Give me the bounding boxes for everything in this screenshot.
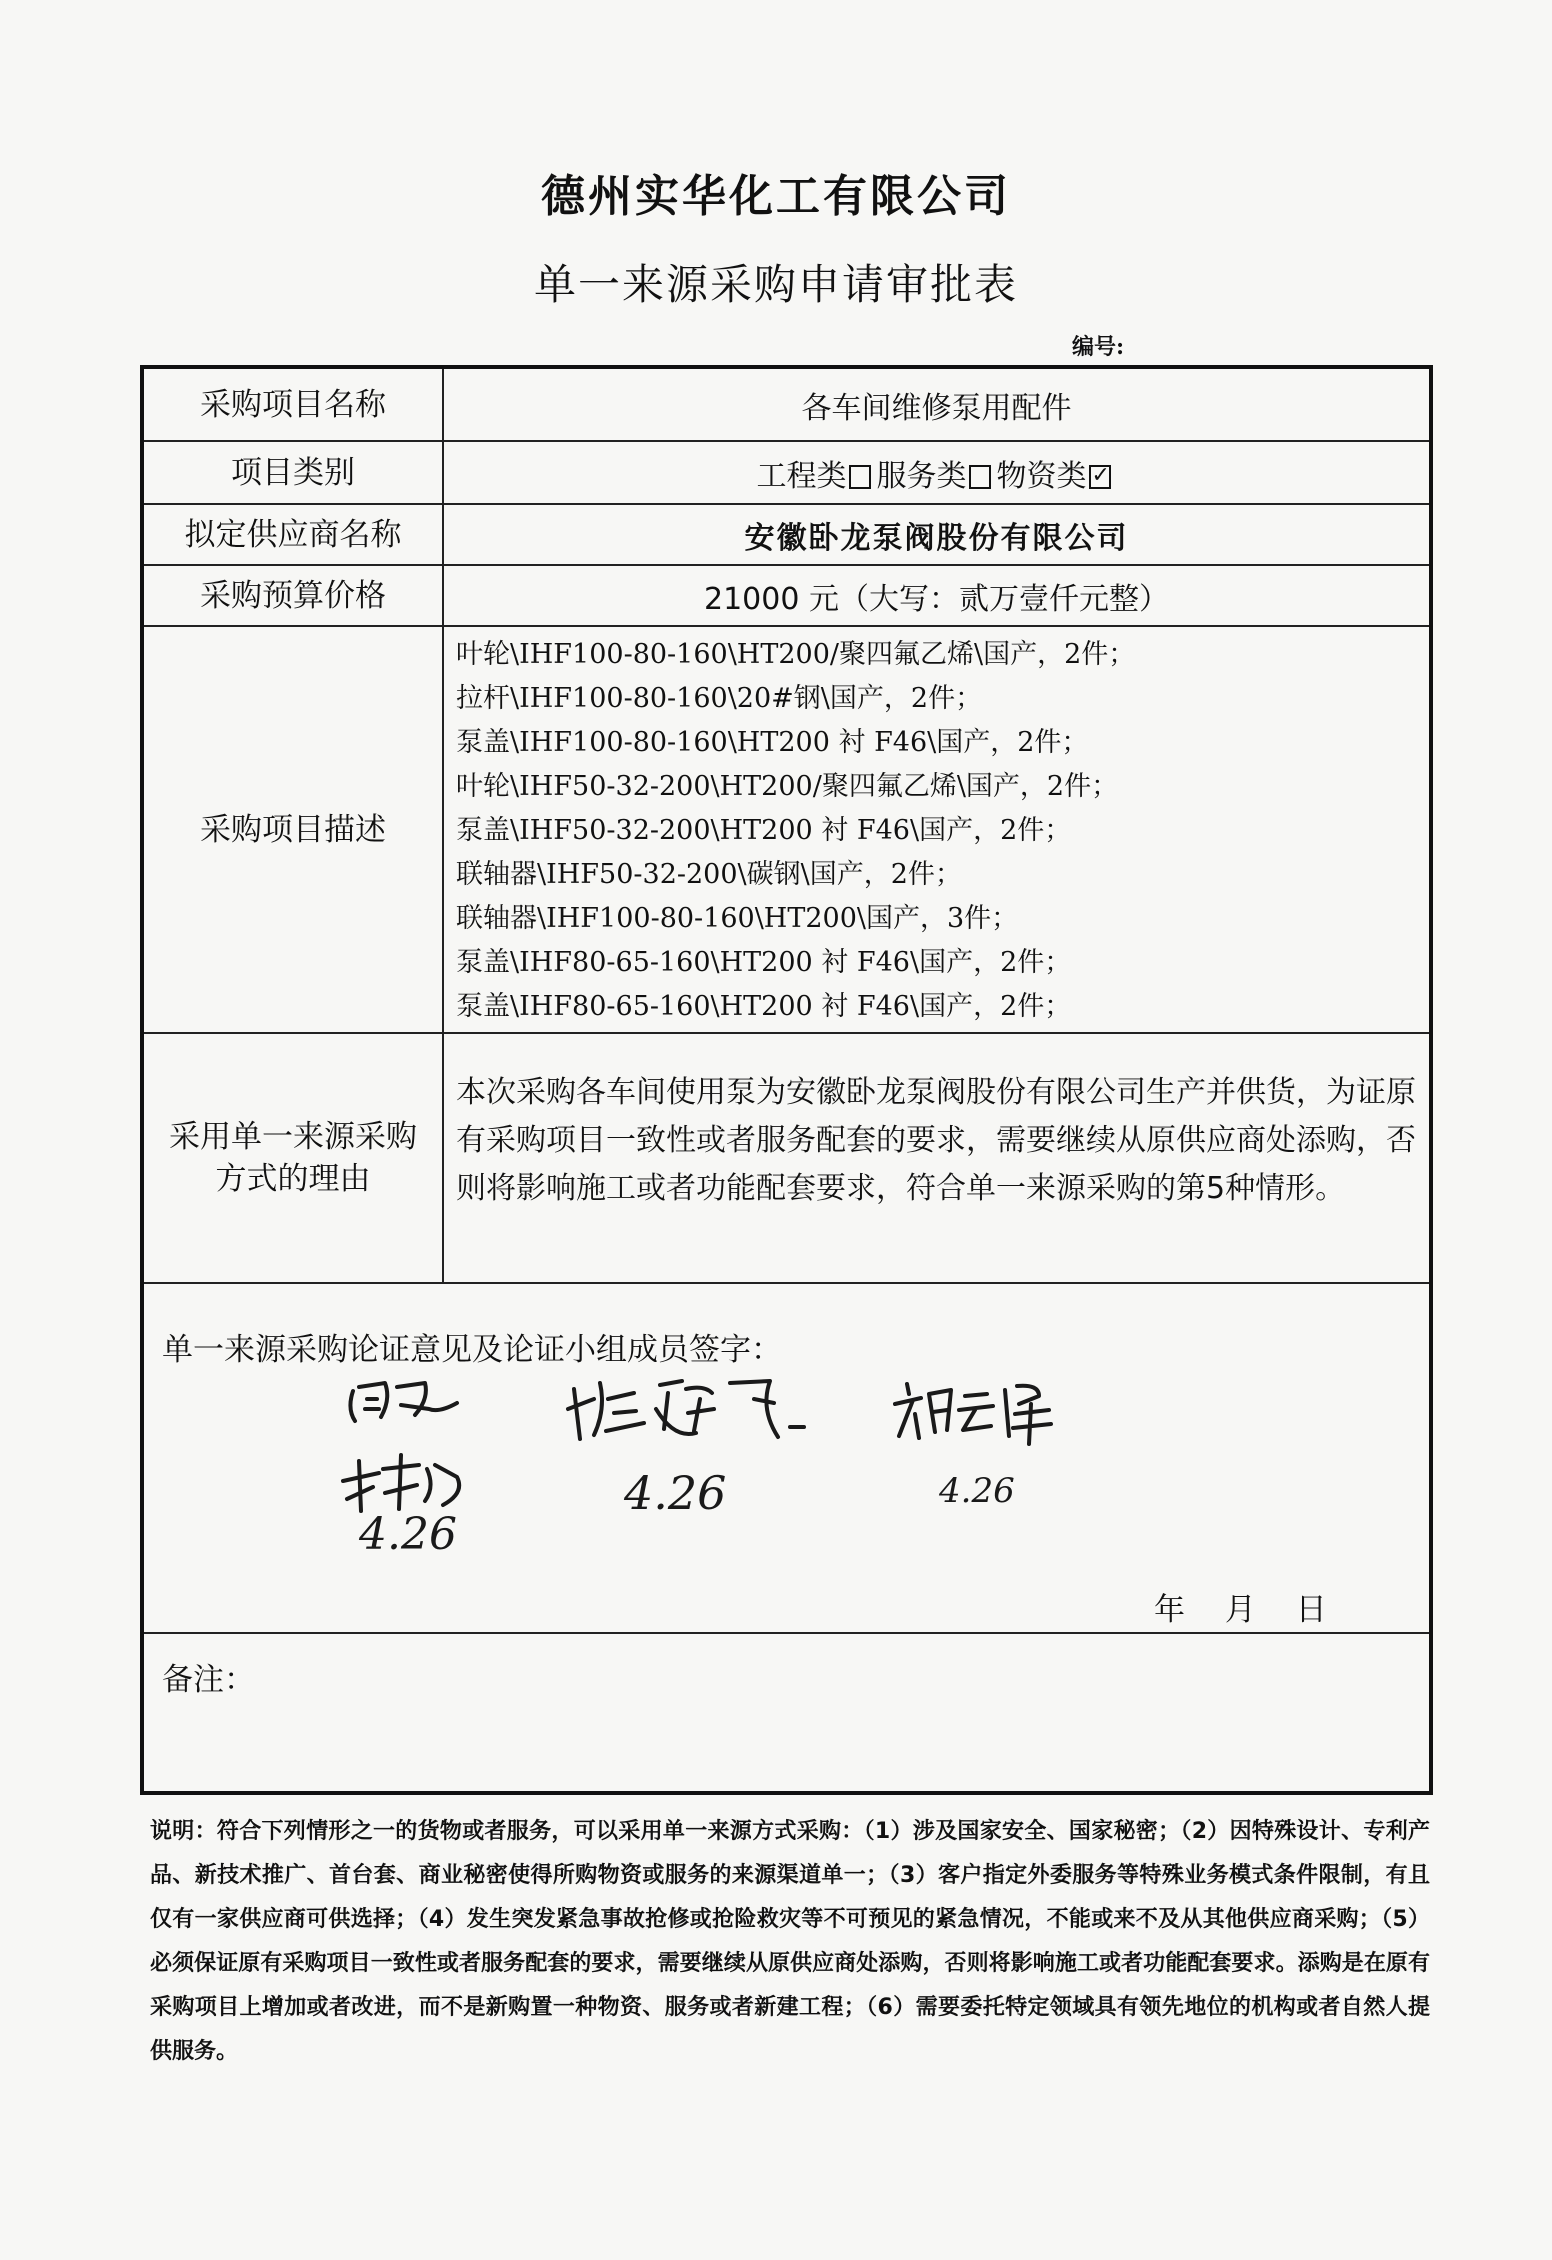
serial-number-label: 编号: [1072, 334, 1125, 360]
row-supplier [144, 505, 1429, 566]
project-name-value: 各车间维修泵用配件 [801, 390, 1072, 426]
row-opinion [144, 1284, 1429, 1634]
reason-text: 本次采购各车间使用泵为安徽卧龙泵阀股份有限公司生产并供货，为证原有采购项目一致性或者服务配套的要求，需要继续从原供应商处添购，否则将影响施工或者功能配套要求，符合单一来源采购的第5种情形。 [456, 1075, 1416, 1206]
list-item: 泵盖\IHF80-65-160\HT200 衬 F46\国产，2件； [456, 991, 1072, 1022]
footnote: 说明：符合下列情形之一的货物或者服务，可以采用单一来源方式采购：（1）涉及国家安全、国家秘密；（2）因特殊设计、专利产品、新技术推广、首台套、商业秘密使得所购物资或服务的来源渠道单一；（3）客户指定外委服务等特殊业务模式条件限制，有且仅有一家供应商可供选择；（4）发生突发紧急事故抢修或抢险救灾等不可预见的紧急情况，不能或来不及从其他供应商采购；（5）必须保证原有采购项目一致性或者服务配套的要求，需要继续从原供应商处添购，否则将影响施工或者功能配套要求。添购是在原有采购项目上增加或者改进，而不是新购置一种物资、服务或者新建工程；（6）需要委托特定领域具有领先地位的机构或者自然人提供服务。 [150, 1819, 1430, 2064]
row-description [144, 627, 1429, 1034]
description-list [456, 633, 1135, 1029]
supplier-value: 安徽卧龙泵阀股份有限公司 [744, 520, 1129, 556]
signature-1 [339, 1369, 489, 1559]
service-checkbox[interactable] [969, 465, 991, 489]
signature-date-1: 4.26 [359, 1509, 457, 1559]
list-item: 叶轮\IHF50-32-200\HT200/聚四氟乙烯\国产，2件； [456, 771, 1119, 802]
supplier-label: 拟定供应商名称 [144, 505, 444, 564]
row-budget [144, 566, 1429, 627]
opinion-label: 单一来源采购论证意见及论证小组成员签字： [162, 1332, 782, 1368]
row-category [144, 442, 1429, 505]
remarks-label: 备注： [162, 1662, 255, 1698]
engineering-checkbox[interactable] [849, 465, 871, 489]
materials-checkbox[interactable] [1089, 465, 1111, 489]
list-item: 泵盖\IHF50-32-200\HT200 衬 F46\国产，2件； [456, 815, 1072, 846]
signature-3 [889, 1374, 1089, 1514]
list-item: 联轴器\IHF50-32-200\碳钢\国产，2件； [456, 859, 962, 890]
category-option-materials: 物资类✓ [997, 451, 1117, 495]
list-item: 拉杆\IHF100-80-160\20#钢\国产，2件； [456, 683, 983, 714]
category-label: 项目类别 [144, 442, 444, 503]
category-options [444, 442, 1429, 503]
category-option-service: 服务类 [877, 451, 997, 495]
category-option-engineering: 工程类 [757, 451, 877, 495]
row-project-name [144, 369, 1429, 442]
signature-2 [564, 1369, 844, 1519]
signature-date-3: 4.26 [939, 1471, 1015, 1511]
project-name-label: 采购项目名称 [144, 369, 444, 440]
form-title: 单一来源采购申请审批表 [533, 260, 1018, 309]
row-reason [144, 1034, 1429, 1284]
reason-label: 采用单一来源采购方式的理由 [144, 1034, 444, 1282]
signature-date-2: 4.26 [624, 1466, 727, 1519]
list-item: 叶轮\IHF100-80-160\HT200/聚四氟乙烯\国产，2件； [456, 639, 1136, 670]
list-item: 泵盖\IHF100-80-160\HT200 衬 F46\国产，2件； [456, 727, 1089, 758]
sign-date-line: 年 月 日 [1154, 1592, 1327, 1628]
row-remarks [144, 1634, 1429, 1791]
description-label: 采购项目描述 [144, 627, 444, 1032]
approval-form-table [140, 365, 1433, 1795]
list-item: 联轴器\IHF100-80-160\HT200\国产，3件； [456, 903, 1019, 934]
budget-label: 采购预算价格 [144, 566, 444, 625]
budget-value: 21000 元（大写：贰万壹仟元整） [704, 581, 1169, 617]
company-name: 德州实华化工有限公司 [541, 171, 1011, 222]
list-item: 泵盖\IHF80-65-160\HT200 衬 F46\国产，2件； [456, 947, 1072, 978]
